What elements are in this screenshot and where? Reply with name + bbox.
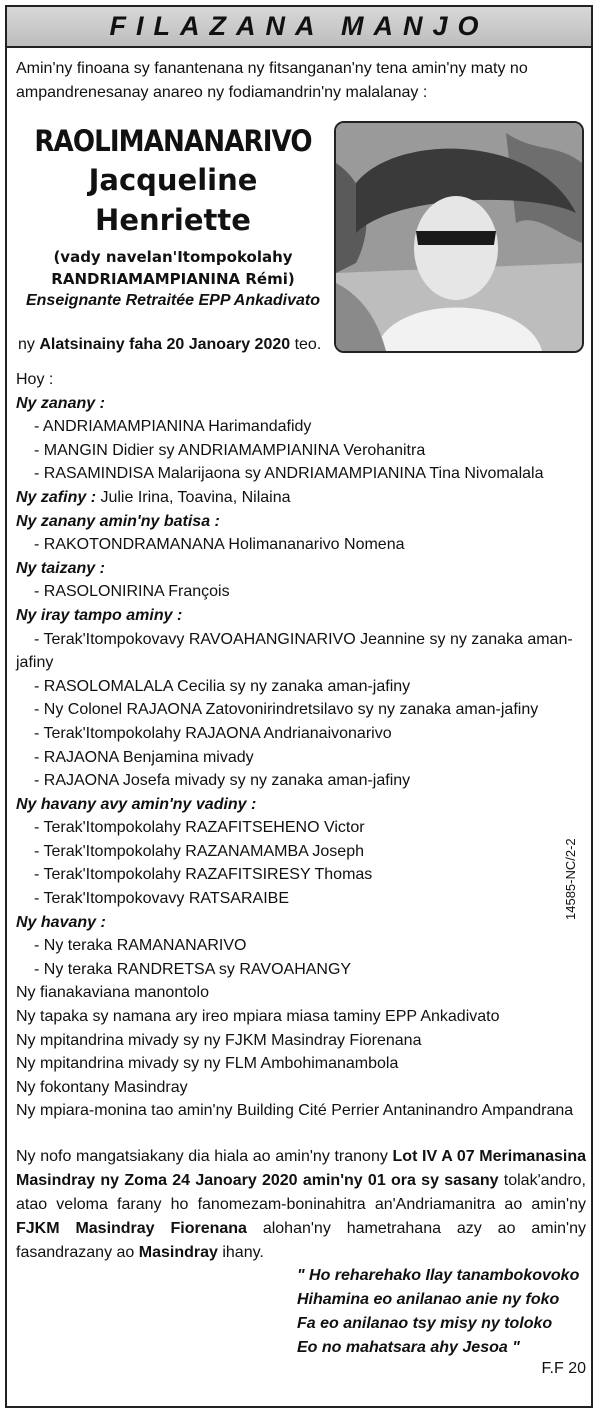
funeral-details [16,1145,586,1265]
zafiny-names: Julie Irina, Toavina, Nilaina [96,488,291,506]
family-list [16,368,586,1123]
portrait-photo-icon [336,123,582,351]
list-item: - Ny Colonel RAJAONA Zatovonirindretsilavo sy ny zanaka aman-jafiny [34,701,539,719]
closing-text-2: tolak'andro, atao veloma farany ho fanomezam-boninahitra an'Andriamanitra ao amin'ny [16,1172,586,1213]
reference-code: F.F 20 [541,1360,586,1377]
list-item: - Terak'Itompokolahy RAZAFITSEHENO Victor [34,819,365,837]
header-title: FILAZANA MANJO [109,11,489,41]
taizany-heading: Ny taizany : [16,559,105,577]
list-item: - RASOLOMALALA Cecilia sy ny zanaka aman-jafiny [34,677,411,695]
deceased-name-block [14,124,332,312]
list-item: Ny mpitandrina mivady sy ny FJKM Masindray Fiorenana [16,1031,422,1049]
poem-line: Hihamina eo anilanao anie ny foko [297,1291,560,1308]
list-item: - RAKOTONDRAMANANA Holimananarivo Nomena [34,536,405,554]
deceased-role: Enseignante Retraitée EPP Ankadivato [25,292,320,309]
list-item: - MANGIN Didier sy ANDRIAMAMPIANINA Verohanitra [34,441,426,459]
list-item: - Ny teraka RANDRETSA sy RAVOAHANGY [34,960,352,978]
closing-bold-2: FJKM Masindray Fiorenana [16,1220,247,1237]
portrait-photo [334,121,584,353]
list-item: Ny mpiara-monina tao amin'ny Building Cité Perrier Antaninandro Ampandrana [16,1102,574,1120]
zafiny-line [16,486,586,510]
list-item: - Terak'Itompokolahy RAZAFITSIRESY Thomas [34,866,373,884]
list-item: - Terak'Itompokolahy RAZANAMAMBA Joseph [34,842,364,860]
poem-line: Fa eo anilanao tsy misy ny toloko [297,1315,553,1332]
havany-heading: Ny havany : [16,913,106,931]
closing-text-3: alohan'ny hametrahana azy ao amin'ny fasandrazany ao [16,1220,587,1261]
batisa-heading: Ny zanany amin'ny batisa : [16,512,220,530]
list-item-continuation: jafiny [16,654,54,672]
zanany-heading: Ny zanany : [16,394,105,412]
closing-bold-1: Lot IV A 07 Merimanasina Masindray ny Zoma 24 Janoary 2020 amin'ny 01 ora sy sasany [16,1148,587,1189]
date-prefix: ny [18,336,40,353]
list-item: - Ny teraka RAMANANARIVO [34,937,247,955]
vertical-reference: 14585-NC/2-2 [563,838,578,920]
date-suffix: teo. [290,336,322,353]
spouse-line-1: (vady navelan'Itompokolahy [53,248,293,266]
deceased-given-name-1: Jacqueline [88,163,258,197]
list-item: - RASOLONIRINA François [34,583,230,601]
list-item: - ANDRIAMAMPIANINA Harimandafidy [34,418,312,436]
date-bold: Alatsinainy faha 20 Janoary 2020 [39,336,291,353]
closing-text-1: Ny nofo mangatsiakany dia hiala ao amin'ny tranony [16,1148,393,1165]
list-item: Ny tapaka sy namana ary ireo mpiara miasa taminy EPP Ankadivato [16,1008,500,1026]
list-item: Ny fokontany Masindray [16,1078,188,1096]
zafiny-heading: Ny zafiny : [16,488,97,506]
list-item: - Terak'Itompokolahy RAJAONA Andrianaivonarivo [34,724,392,742]
list-item: Ny fianakaviana manontolo [16,984,210,1002]
deceased-surname: RAOLIMANANARIVO [34,124,312,158]
poem-line: Eo no mahatsara ahy Jesoa " [297,1339,520,1356]
poem-line: " Ho reharehako Ilay tanambokovoko [297,1267,580,1284]
iray-tampo-heading: Ny iray tampo aminy : [16,606,183,624]
intro-text: Amin'ny finoana sy fanantenana ny fitsanganan'ny tena amin'ny maty no ampandrenesanay anareo ny fodiamandrin'ny malalanay : [16,60,528,101]
spouse-line-2: RANDRIAMAMPIANINA Rémi) [51,270,295,288]
havany-vady-heading: Ny havany avy amin'ny vadiny : [16,795,257,813]
list-item: - RAJAONA Benjamina mivady [34,748,254,766]
list-item: - RASAMINDISA Malarijaona sy ANDRIAMAMPIANINA Tina Nivomalala [34,465,544,483]
hoy-label: Hoy : [16,371,54,388]
list-item: - Terak'Itompokovavy RAVOAHANGINARIVO Jeannine sy ny zanaka aman- [34,630,573,648]
closing-bold-3: Masindray [138,1244,218,1261]
closing-text-4: ihany. [217,1244,264,1261]
date-line [18,336,338,354]
poem [297,1264,579,1360]
header-banner [7,7,591,48]
list-item: - Terak'Itompokovavy RATSARAIBE [34,890,289,908]
deceased-given-name-2: Henriette [95,203,251,237]
list-item: Ny mpitandrina mivady sy ny FLM Ambohimanambola [16,1055,399,1073]
list-item: - RAJAONA Josefa mivady sy ny zanaka aman-jafiny [34,772,411,790]
